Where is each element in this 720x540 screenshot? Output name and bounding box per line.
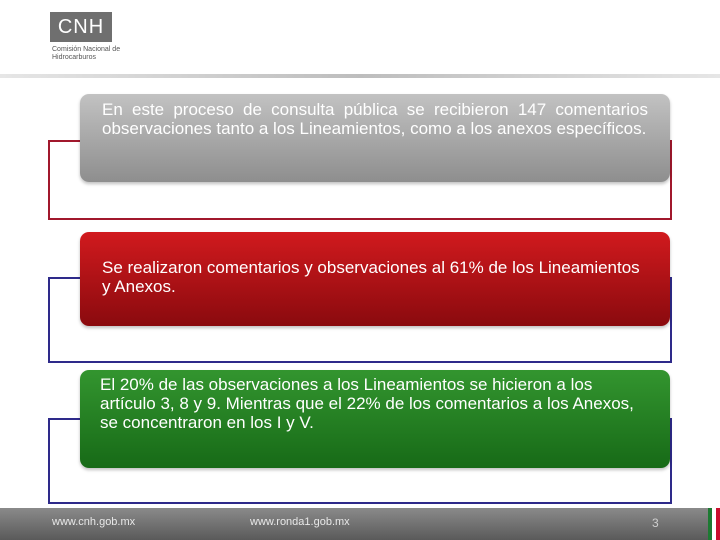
flag-icon	[708, 508, 720, 540]
footer-link-cnh[interactable]: www.cnh.gob.mx	[52, 516, 136, 528]
info-card-coverage: Se realizaron comentarios y observaciones al 61% de los Lineamientos y Anexos.	[80, 232, 670, 326]
cnh-logo: CNH	[50, 12, 112, 42]
page-number: 3	[652, 516, 659, 530]
header-divider	[0, 74, 720, 78]
footer-link-ronda1[interactable]: www.ronda1.gob.mx	[250, 516, 350, 528]
info-card-comments-received: En este proceso de consulta pública se recibieron 147 comentarios observaciones tanto a los Lineamientos, como a los anexos específicos.	[80, 94, 670, 182]
info-card-distribution: El 20% de las observaciones a los Lineamientos se hicieron a los artículo 3, 8 y 9. Mientras que el 22% de los comentarios a los Anexos, se concentraron en los I y V.	[80, 370, 670, 468]
logo-subtitle: Comisión Nacional de Hidrocarburos	[52, 46, 121, 61]
